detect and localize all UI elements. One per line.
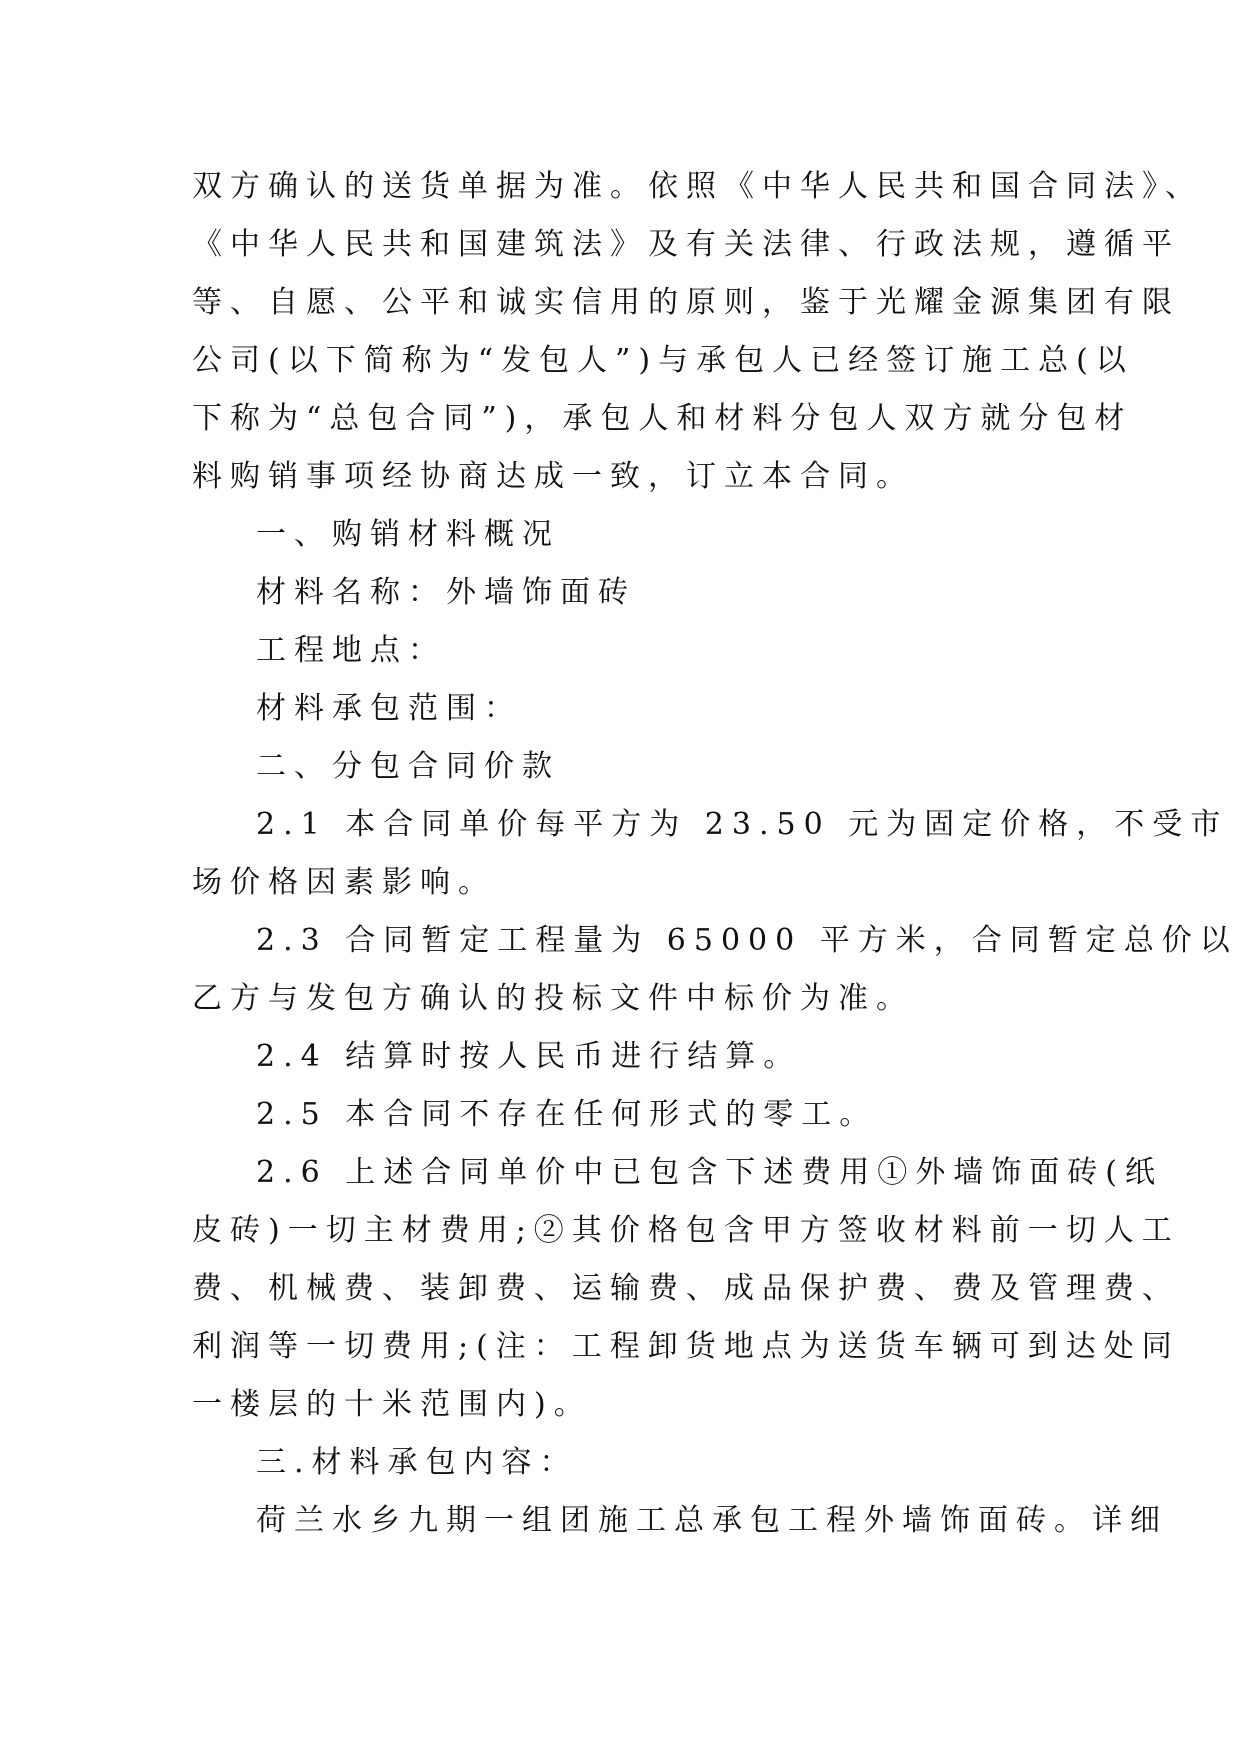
text-line: 等、自愿、公平和诚实信用的原则，鉴于光耀金源集团有限 xyxy=(192,285,1180,320)
text-line: 皮砖)一切主材费用;②其价格包含甲方签收材料前一切人工 xyxy=(192,1213,1180,1248)
text-line: 《中华人民共和国建筑法》及有关法律、行政法规，遵循平 xyxy=(192,227,1180,262)
clause-line: 2.5 本合同不存在任何形式的零工。 xyxy=(256,1097,878,1132)
text-line: 工程地点： xyxy=(256,633,446,668)
text-line: 费、机械费、装卸费、运输费、成品保护费、费及管理费、 xyxy=(192,1271,1180,1306)
text-line: 下称为“总包合同”)，承包人和材料分包人双方就分包材 xyxy=(192,401,1133,436)
clause-line: 2.1 本合同单价每平方为 23.50 元为固定价格，不受市 xyxy=(256,807,1229,842)
text-line: 场价格因素影响。 xyxy=(192,865,496,900)
section-heading: 二、分包合同价款 xyxy=(256,749,560,784)
text-line: 双方确认的送货单据为准。依照《中华人民共和国合同法》、 xyxy=(192,169,1203,204)
section-heading: 三.材料承包内容： xyxy=(256,1445,578,1480)
clause-line: 2.3 合同暂定工程量为 65000 平方米，合同暂定总价以 xyxy=(256,923,1238,958)
contract-text xyxy=(192,158,1238,1550)
text-line: 一楼层的十米范围内)。 xyxy=(192,1387,592,1422)
text-line: 材料承包范围： xyxy=(256,691,522,726)
text-line: 料购销事项经协商达成一致，订立本合同。 xyxy=(192,459,914,494)
text-line: 荷兰水乡九期一组团施工总承包工程外墙饰面砖。详细 xyxy=(256,1503,1168,1538)
section-heading: 一、购销材料概况 xyxy=(256,517,560,552)
clause-line: 2.4 结算时按人民币进行结算。 xyxy=(256,1039,802,1074)
text-line: 公司(以下简称为“发包人”)与承包人已经签订施工总(以 xyxy=(192,343,1134,378)
text-line: 材料名称：外墙饰面砖 xyxy=(256,575,636,610)
text-line: 利润等一切费用;(注：工程卸货地点为送货车辆可到达处同 xyxy=(192,1329,1180,1364)
text-line: 乙方与发包方确认的投标文件中标价为准。 xyxy=(192,981,914,1016)
clause-line: 2.6 上述合同单价中已包含下述费用①外墙饰面砖(纸 xyxy=(256,1155,1163,1190)
